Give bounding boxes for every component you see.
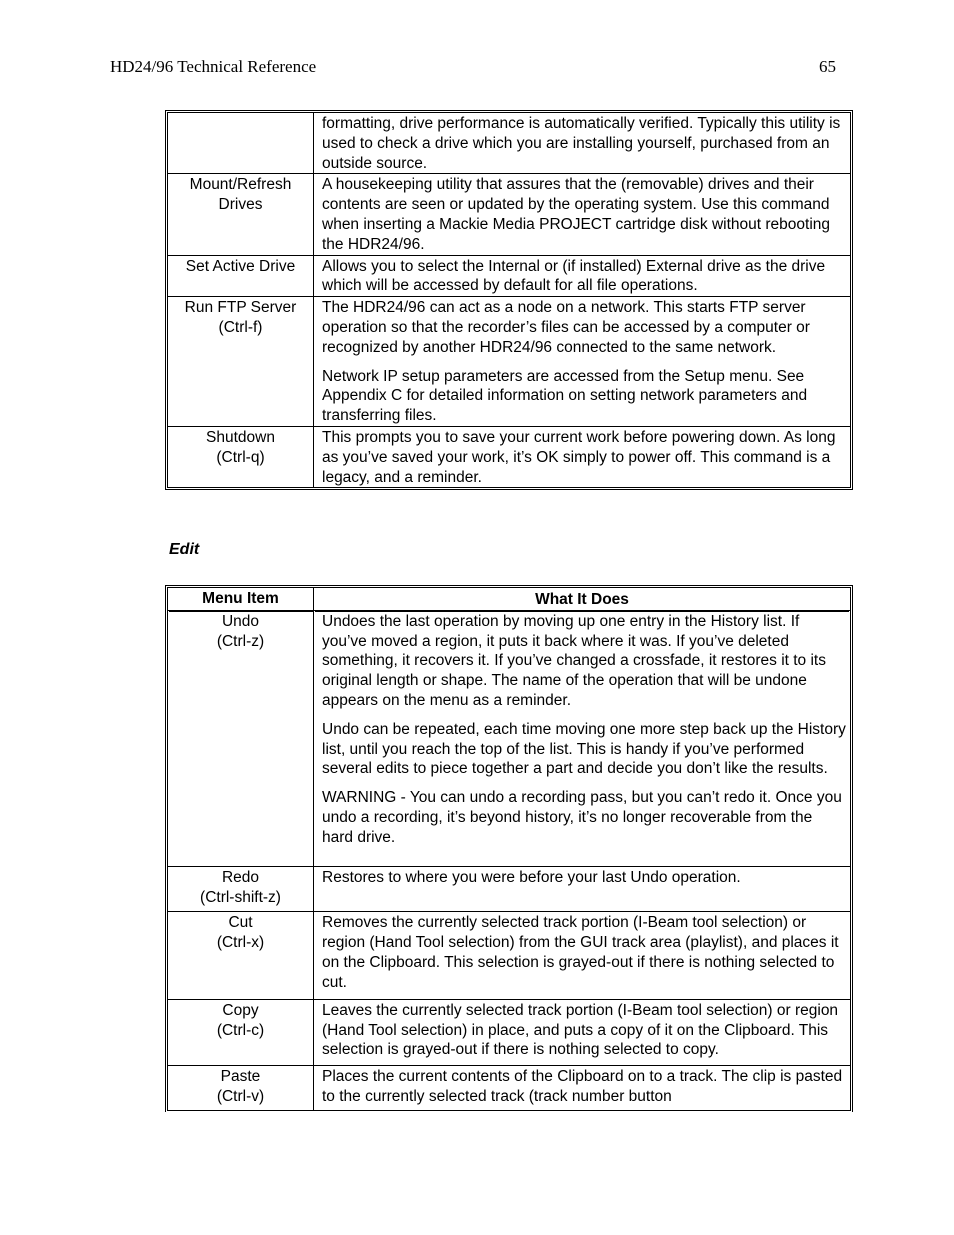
- description-paragraph: Places the current contents of the Clipboard on to a track. The clip is pasted to the currently selected track (track number button: [322, 1068, 843, 1105]
- column-header-menu-item: Menu Item: [168, 588, 314, 611]
- edit-section-heading: Edit: [169, 541, 200, 558]
- menu-item-label: (Ctrl-c): [216, 1021, 265, 1039]
- menu-item-cell: [168, 255, 314, 297]
- description-cell: [314, 911, 850, 999]
- description-cell: [314, 296, 850, 426]
- description-paragraph: Leaves the currently selected track portion (I-Beam tool selection) or region (Hand Tool selection) in place, and puts a copy of it on the Clipboard. This selection is grayed-out if there is nothing selected to copy.: [322, 1001, 839, 1059]
- description-cell: [314, 113, 850, 173]
- description-cell: [314, 255, 850, 297]
- description-paragraph: Allows you to select the Internal or (if installed) External drive as the drive which will be accessed by default for all file operations.: [322, 257, 826, 295]
- description-paragraph: Network IP setup parameters are accessed from the Setup menu. See Appendix C for detailed information on setting network parameters and transferring files.: [322, 367, 808, 425]
- menu-item-label: Paste: [220, 1068, 261, 1086]
- menu-item-cell: [168, 296, 314, 426]
- table-row: [168, 296, 850, 426]
- menu-item-cell: [168, 611, 314, 867]
- table-row: [168, 866, 850, 911]
- edit-menu-table-body: [168, 611, 850, 1110]
- description-paragraph: WARNING - You can undo a recording pass, but you can’t redo it. Once you undo a recording, it’s beyond history, it’s no longer recoverable from the hard drive.: [322, 789, 842, 846]
- menu-item-label: (Ctrl-q): [216, 448, 265, 466]
- menu-item-label: (Ctrl-x): [216, 934, 265, 952]
- menu-item-label: Copy: [222, 1001, 259, 1019]
- menu-item-cell: [168, 1065, 314, 1110]
- description-paragraph: formatting, drive performance is automatically verified. Typically this utility is used to check a drive which you are installing yourself, purchased from an outside source.: [322, 115, 841, 172]
- description-paragraph: This prompts you to save your current work before powering down. As long as you’ve saved your work, it’s OK simply to power off. This command is a legacy, and a reminder.: [322, 428, 836, 486]
- menu-item-cell: [168, 113, 314, 173]
- description-paragraph: A housekeeping utility that assures that the (removable) drives and their contents are seen or updated by the operating system. Use this command when inserting a Mackie Media PROJECT cartridge disk without rebooting the HDR24/96.: [322, 176, 831, 253]
- menu-item-label: Cut: [228, 914, 253, 932]
- running-header-title: HD24/96 Technical Reference: [110, 57, 317, 76]
- menu-item-label: (Ctrl-v): [216, 1087, 265, 1105]
- description-cell: [314, 426, 850, 487]
- description-cell: [314, 611, 850, 867]
- menu-item-label: Shutdown: [206, 428, 275, 446]
- table-row: [168, 255, 850, 297]
- menu-item-label: (Ctrl-f): [218, 318, 263, 336]
- table-row: [168, 1065, 850, 1110]
- file-menu-table-body: [168, 113, 850, 487]
- description-paragraph: Undoes the last operation by moving up one entry in the History list. If you’ve moved a region, it puts it back where it was. If you’ve deleted something, it recovers it. If you’ve changed a crossfade, it restores it to its original length or shape. The name of the operation that will be undone appears on the menu as a reminder.: [322, 612, 826, 709]
- menu-item-label: Run FTP Server: [184, 299, 297, 317]
- description-paragraph: Removes the currently selected track portion (I-Beam tool selection) or region (Hand Tool selection) from the GUI track area (playlist), and places it on the Clipboard. This selection is grayed-out if there is nothing selected to cut.: [322, 914, 839, 991]
- menu-item-cell: [168, 999, 314, 1065]
- table-row: [168, 426, 850, 487]
- column-header-what-it-does: What It Does: [314, 588, 850, 611]
- page-continuation-blank: [160, 1112, 860, 1152]
- table-row: [168, 911, 850, 999]
- menu-item-label: Undo: [221, 612, 260, 630]
- menu-item-cell: [168, 866, 314, 911]
- menu-item-cell: [168, 426, 314, 487]
- table-header-row: [168, 588, 850, 611]
- description-paragraph: Undo can be repeated, each time moving one more step back up the History list, until you reach the top of the list. This is handy if you’ve performed several edits to piece together a part and decide you don’t like the results.: [322, 720, 846, 778]
- table-row: [168, 113, 850, 173]
- description-cell: [314, 173, 850, 254]
- menu-item-label: Mount/Refresh: [189, 176, 292, 194]
- menu-item-label: (Ctrl-shift-z): [200, 889, 281, 907]
- menu-item-label: Set Active Drive: [185, 257, 296, 275]
- description-paragraph: The HDR24/96 can act as a node on a network. This starts FTP server operation so that the recorder’s files can be accessed by a computer or recognized by another HDR24/96 connected to the same network.: [322, 299, 810, 356]
- description-paragraph: Restores to where you were before your last Undo operation.: [322, 869, 741, 887]
- menu-item-cell: [168, 173, 314, 254]
- description-cell: [314, 866, 850, 911]
- table-row: [168, 173, 850, 254]
- description-cell: [314, 1065, 850, 1110]
- table-row: [168, 999, 850, 1065]
- menu-item-label: Drives: [218, 196, 263, 214]
- description-cell: [314, 999, 850, 1065]
- menu-item-cell: [168, 911, 314, 999]
- file-menu-table-continued: [167, 112, 851, 488]
- page-number: 65: [819, 57, 836, 76]
- edit-menu-table: [167, 587, 851, 1111]
- table-row: [168, 611, 850, 867]
- menu-item-label: Redo: [221, 869, 260, 887]
- menu-item-label: (Ctrl-z): [216, 632, 265, 650]
